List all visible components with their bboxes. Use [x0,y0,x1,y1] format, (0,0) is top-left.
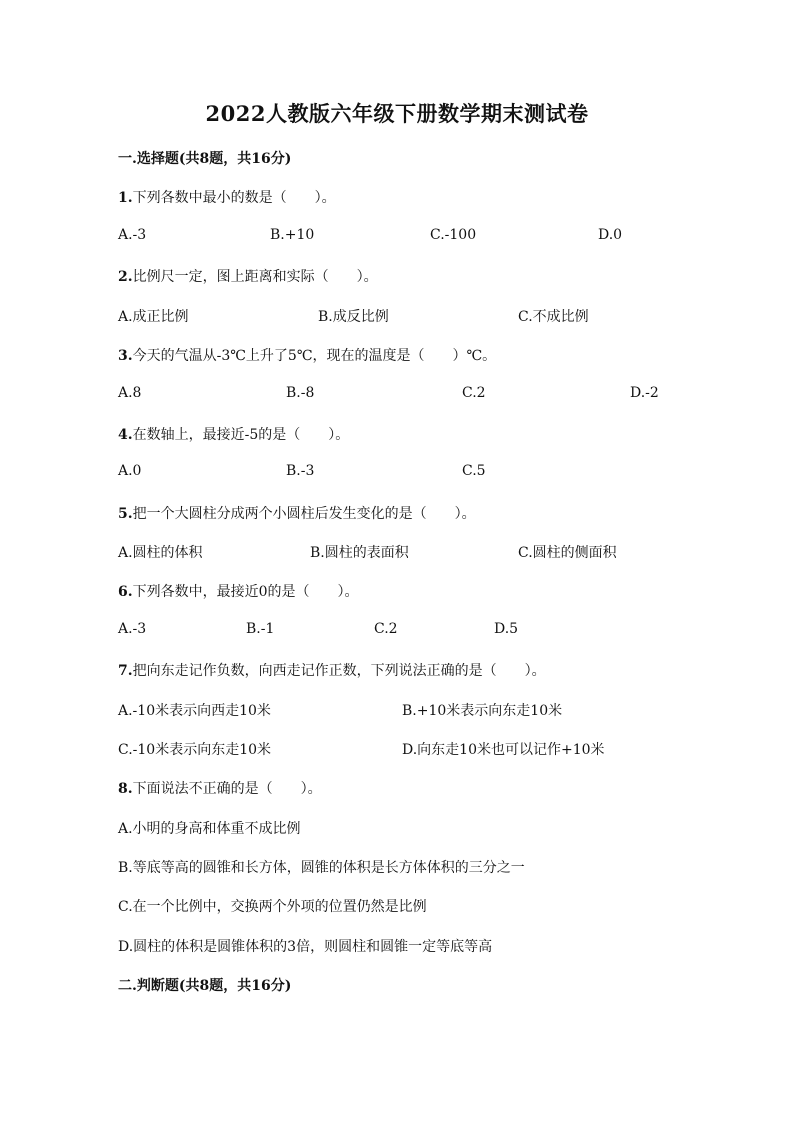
option-3a: A.8 [118,385,142,401]
option-5b: B.圆柱的表面积 [310,545,409,561]
question-8 [118,778,322,798]
option-4c: C.5 [462,463,486,479]
option-2c: C.不成比例 [518,309,589,325]
question-stem: 比例尺一定，图上距离和实际（ ）。 [132,269,378,285]
question-stem: 下列各数中，最接近0的是（ ）。 [132,584,359,600]
question-5 [118,503,476,523]
question-number: 2. [118,269,133,285]
option-6b: B.-1 [246,621,275,637]
question-stem: 把一个大圆柱分成两个小圆柱后发生变化的是（ ）。 [132,506,476,522]
option-8b: B.等底等高的圆锥和长方体，圆锥的体积是长方体体积的三分之一 [118,860,525,876]
option-1d: D.0 [598,227,623,243]
question-number: 8. [118,781,133,797]
question-number: 5. [118,506,133,522]
option-6c: C.2 [374,621,398,637]
option-7c: C.-10米表示向东走10米 [118,742,272,758]
option-8c: C.在一个比例中，交换两个外项的位置仍然是比例 [118,899,427,915]
option-3d: D.-2 [630,385,659,401]
section-heading-judgement: 二.判断题(共8题，共16分) [118,978,292,994]
option-4b: B.-3 [286,463,315,479]
question-6 [118,581,359,601]
question-stem: 把向东走记作负数，向西走记作正数，下列说法正确的是（ ）。 [132,663,546,679]
question-number: 4. [118,427,133,443]
option-1b: B.+10 [270,227,315,243]
section-heading-choice: 一.选择题(共8题，共16分) [118,151,292,167]
option-5c: C.圆柱的侧面积 [518,545,617,561]
question-number: 6. [118,584,133,600]
option-6a: A.-3 [118,621,147,637]
option-1c: C.-100 [430,227,477,243]
question-stem: 下面说法不正确的是（ ）。 [132,781,322,797]
question-number: 1. [118,190,133,206]
option-2b: B.成反比例 [318,309,389,325]
option-2a: A.成正比例 [118,309,189,325]
option-8a: A.小明的身高和体重不成比例 [118,821,301,837]
question-2 [118,266,378,286]
page-title: 2022人教版六年级下册数学期末测试卷 [205,101,589,126]
option-4a: A.0 [118,463,142,479]
option-3b: B.-8 [286,385,315,401]
option-7a: A.-10米表示向西走10米 [118,703,271,719]
option-8d: D.圆柱的体积是圆锥体积的3倍，则圆柱和圆锥一定等底等高 [118,939,493,955]
option-6d: D.5 [494,621,519,637]
question-3 [118,345,496,365]
question-stem: 下列各数中最小的数是（ ）。 [132,190,336,206]
question-stem: 在数轴上，最接近-5的是（ ）。 [132,427,350,443]
option-7b: B.+10米表示向东走10米 [402,703,563,719]
option-7d: D.向东走10米也可以记作+10米 [402,742,605,758]
option-5a: A.圆柱的体积 [118,545,203,561]
question-1 [118,187,336,207]
question-4 [118,424,349,444]
option-3c: C.2 [462,385,486,401]
question-stem: 今天的气温从-3℃上升了5℃，现在的温度是（ ）℃。 [132,348,497,364]
option-1a: A.-3 [118,227,147,243]
question-number: 7. [118,663,133,679]
question-7 [118,660,546,680]
question-number: 3. [118,348,133,364]
